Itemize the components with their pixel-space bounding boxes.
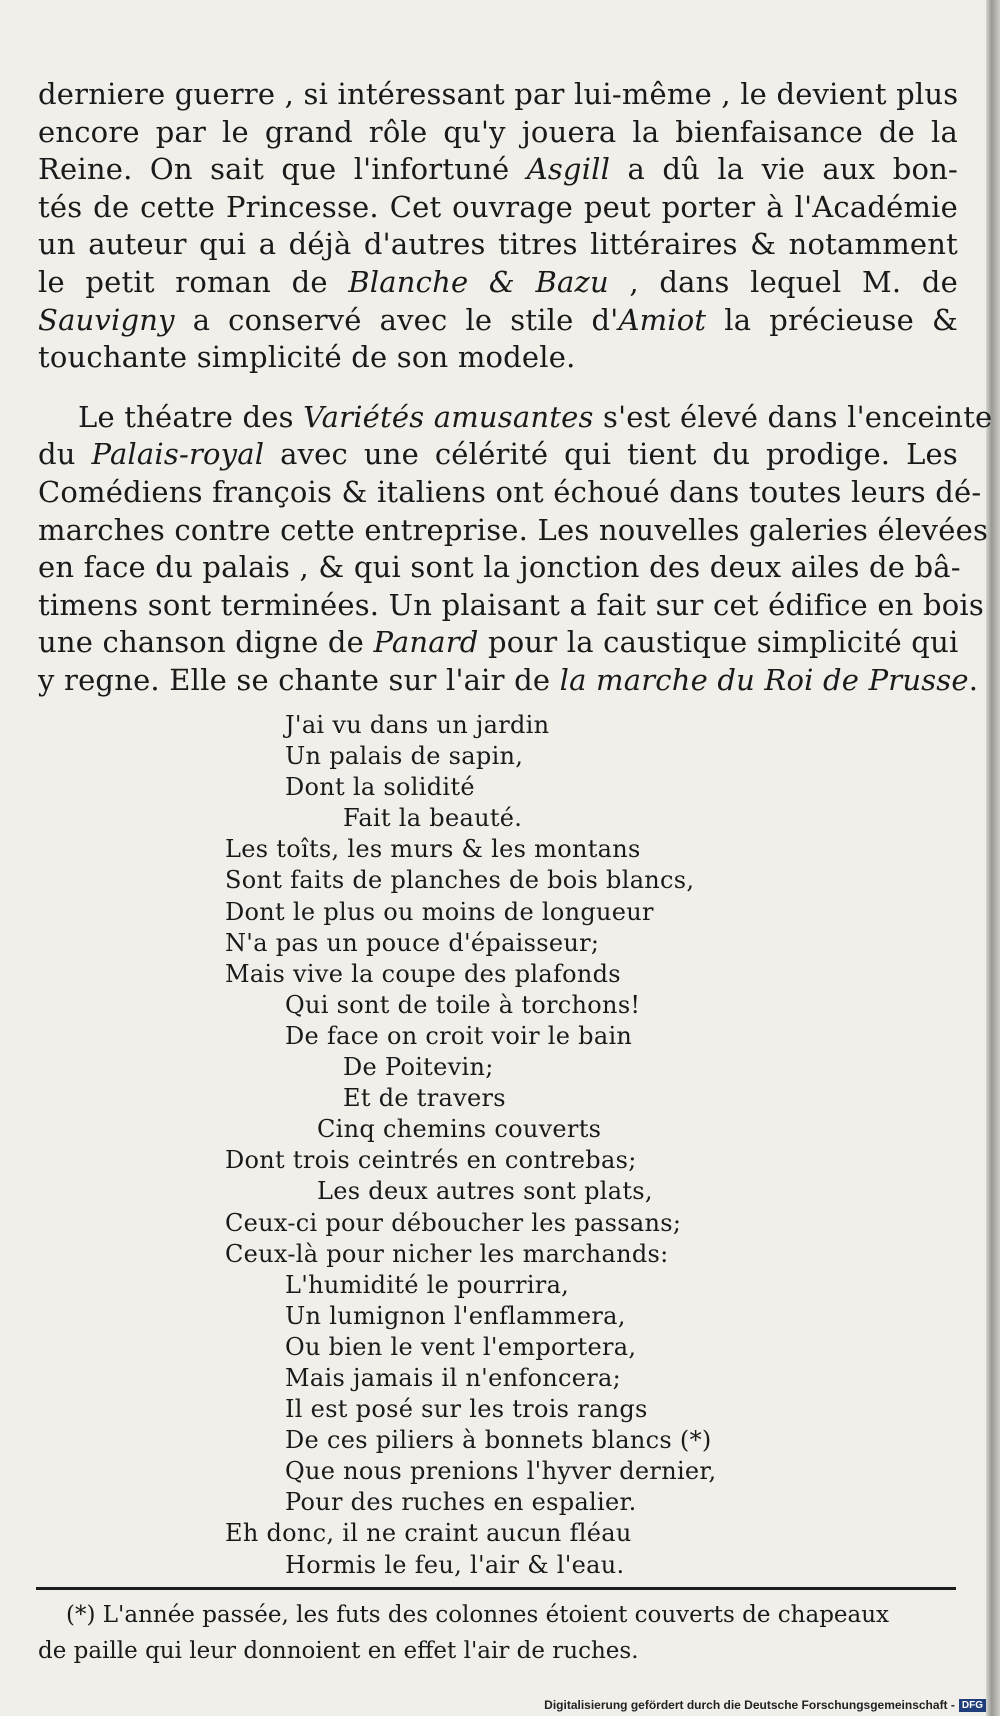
italic-text: Asgill bbox=[526, 152, 611, 187]
text-segment: s'est élevé dans l'enceinte bbox=[593, 399, 993, 434]
footnote bbox=[38, 1597, 958, 1669]
verse-line: Un lumignon l'enflammera, bbox=[285, 1301, 626, 1330]
text-line bbox=[38, 339, 958, 377]
verse-line: Mais jamais il n'enfoncera; bbox=[285, 1363, 622, 1392]
italic-text: Blanche & Bazu bbox=[348, 264, 609, 299]
paragraph-1 bbox=[38, 76, 958, 377]
verse-line: Que nous prenions l'hyver dernier, bbox=[285, 1457, 717, 1486]
verse-line: De ces piliers à bonnets blancs (*) bbox=[285, 1426, 712, 1455]
text-segment: . bbox=[968, 662, 979, 697]
text-line bbox=[38, 549, 961, 587]
page-edge-shadow bbox=[986, 0, 1000, 1716]
text-line bbox=[38, 189, 958, 227]
text-segment: marches contre cette entreprise. Les nouvelles galeries élevées bbox=[38, 512, 989, 547]
verse-line: Les deux autres sont plats, bbox=[317, 1177, 653, 1206]
text-segment: touchante simplicité de son modele. bbox=[38, 340, 576, 375]
verse-line: Ceux-ci pour déboucher les passans; bbox=[225, 1208, 682, 1237]
text-segment: une chanson digne de bbox=[38, 625, 374, 660]
text-segment: en face du palais , & qui sont la jonction des deux ailes de bâ- bbox=[38, 550, 961, 585]
verse-line: Cinq chemins couverts bbox=[317, 1115, 602, 1144]
verse-line: Ceux-là pour nicher les marchands: bbox=[225, 1239, 669, 1268]
verse-line: Les toîts, les murs & les montans bbox=[225, 835, 641, 864]
text-segment: tés de cette Princesse. Cet ouvrage peut porter à l'Académie bbox=[38, 189, 958, 224]
verse-line: De face on croit voir le bain bbox=[285, 1021, 633, 1050]
verse-line: Eh donc, il ne craint aucun fléau bbox=[225, 1519, 632, 1548]
chanson-verse bbox=[225, 710, 945, 1581]
text-segment: derniere guerre , si intéressant par lui-même , le devient plus bbox=[38, 77, 959, 111]
footnote-line: de paille qui leur donnoient en effet l'air de ruches. bbox=[38, 1638, 639, 1664]
verse-line: Dont le plus ou moins de longueur bbox=[225, 897, 654, 926]
italic-text: Amiot bbox=[618, 302, 707, 337]
text-segment: du bbox=[38, 437, 92, 472]
text-segment: Reine. On sait que l'infortuné bbox=[38, 152, 527, 187]
verse-line: Sont faits de planches de bois blancs, bbox=[225, 866, 695, 895]
text-segment: a dû la vie aux bon- bbox=[610, 152, 958, 187]
body-text bbox=[38, 76, 993, 700]
verse-line: J'ai vu dans un jardin bbox=[285, 711, 550, 739]
verse-line: Pour des ruches en espalier. bbox=[285, 1488, 637, 1517]
text-segment: un auteur qui a déjà d'autres titres littéraires & notamment bbox=[38, 227, 958, 262]
dfg-logo-icon: DFG bbox=[959, 1699, 986, 1712]
text-segment: Le théatre des bbox=[78, 399, 304, 434]
verse-line: Ou bien le vent l'emportera, bbox=[285, 1332, 637, 1361]
text-line bbox=[38, 587, 984, 625]
italic-text: Palais-royal bbox=[91, 437, 265, 472]
italic-text: Panard bbox=[373, 625, 479, 660]
footnote-divider bbox=[36, 1587, 956, 1590]
text-line bbox=[38, 114, 958, 152]
text-segment: Comédiens françois & italiens ont échoué dans toutes leurs dé- bbox=[38, 474, 982, 509]
italic-text: la marche du Roi de Prusse bbox=[559, 662, 969, 697]
verse-line: Et de travers bbox=[343, 1084, 506, 1113]
text-line bbox=[38, 436, 958, 474]
text-line bbox=[38, 662, 979, 700]
italic-text: Variétés amusantes bbox=[303, 399, 594, 434]
verse-line: De Poitevin; bbox=[343, 1053, 494, 1082]
text-segment: le petit roman de bbox=[38, 264, 349, 299]
verse-line: Dont la solidité bbox=[285, 773, 475, 802]
verse-line: Qui sont de toile à torchons! bbox=[285, 990, 641, 1019]
verse-line: Il est posé sur les trois rangs bbox=[285, 1395, 648, 1424]
text-segment: timens sont terminées. Un plaisant a fait sur cet édifice en bois bbox=[38, 587, 984, 622]
text-line bbox=[38, 399, 993, 437]
text-segment: pour la caustique simplicité qui bbox=[478, 625, 959, 660]
credit-text: Digitalisierung gefördert durch die Deutsche Forschungsgemeinschaft - bbox=[544, 1698, 955, 1712]
text-segment: y regne. Elle se chante sur l'air de bbox=[38, 662, 560, 697]
verse-line: Un palais de sapin, bbox=[285, 742, 524, 771]
verse-line: Hormis le feu, l'air & l'eau. bbox=[285, 1550, 625, 1579]
text-line bbox=[38, 474, 982, 512]
text-line bbox=[38, 512, 989, 550]
text-segment: la précieuse & bbox=[706, 302, 958, 337]
text-segment: encore par le grand rôle qu'y jouera la bienfaisance de la bbox=[38, 114, 958, 149]
text-line bbox=[38, 264, 958, 302]
footnote-line: (*) L'année passée, les futs des colonnes étoient couverts de chapeaux bbox=[66, 1602, 890, 1628]
text-line bbox=[38, 76, 958, 114]
text-segment: , dans lequel M. de bbox=[608, 264, 959, 299]
verse-line: Fait la beauté. bbox=[343, 804, 523, 833]
verse-line: N'a pas un pouce d'épaisseur; bbox=[225, 928, 600, 957]
digitization-credit bbox=[544, 1696, 986, 1714]
italic-text: Sauvigny bbox=[38, 302, 175, 337]
paragraph-2 bbox=[38, 399, 993, 700]
text-segment: a conservé avec le stile d' bbox=[174, 302, 619, 337]
text-line bbox=[38, 624, 958, 662]
text-line bbox=[38, 226, 958, 264]
verse-line: Dont trois ceintrés en contrebas; bbox=[225, 1146, 637, 1175]
verse-line: Mais vive la coupe des plafonds bbox=[225, 959, 621, 988]
text-line bbox=[38, 302, 958, 340]
verse-line: L'humidité le pourrira, bbox=[285, 1270, 570, 1299]
text-segment: avec une célérité qui tient du prodige. Les bbox=[264, 437, 958, 472]
text-line bbox=[38, 151, 958, 189]
